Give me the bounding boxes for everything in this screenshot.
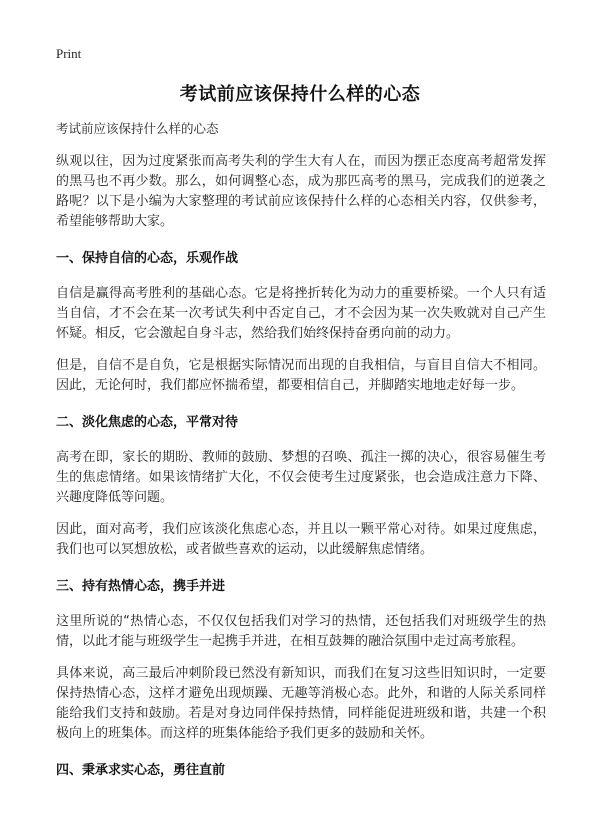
article-body [56, 120, 546, 796]
page-title: 考试前应该保持什么样的心态 [179, 84, 421, 105]
section-heading-1: 一、保持自信的心态，乐观作战 [56, 251, 239, 266]
section-1-paragraph-2: 但是，自信不是自负，它是根据实际情况而出现的自我相信，与盲目自信大不相同。因此，无论何时，我们都应怀揣希望，都要相信自己，并脚踏实地地走好每一步。 [56, 358, 546, 393]
section-heading-2: 二、淡化焦虑的心态，平常对待 [56, 415, 239, 430]
section-heading-3: 三、持有热情心态，携手并进 [56, 579, 226, 594]
section-1-paragraph-1: 自信是赢得高考胜利的基础心态。它是将挫折转化为动力的重要桥梁。一个人只有适当自信，才不会在某一次考试失利中否定自己，才不会因为某一次失败就对自己产生怀疑。相反，它会激起自身斗志，然给我们始终保持奋勇向前的动力。 [56, 286, 546, 341]
section-heading-4: 四、秉承求实心态，勇往直前 [56, 763, 226, 778]
section-2-paragraph-2: 因此，面对高考，我们应该淡化焦虑心态，并且以一颗平常心对待。如果过度焦虑，我们也可以冥想放松，或者做些喜欢的运动，以此缓解焦虑情绪。 [56, 522, 546, 557]
section-2-paragraph-1: 高考在即，家长的期盼、教师的鼓励、梦想的召唤、孤注一掷的决心，很容易催生考生的焦虑情绪。如果该情绪扩大化，不仅会使考生过度紧张，也会造成注意力下降、兴趣度降低等问题。 [56, 450, 546, 505]
section-3-paragraph-2: 具体来说，高三最后冲刺阶段已然没有新知识，而我们在复习这些旧知识时，一定要保持热情心态，这样才避免出现烦躁、无趣等消极心态。此外，和谐的人际关系同样能给我们支持和鼓励。若是对身边同伴保持热情，同样能促进班级和谐，共建一个积极向上的班集体。而这样的班集体能给予我们更多的鼓励和关怀。 [56, 666, 546, 741]
print-link[interactable]: Print [56, 46, 82, 61]
intro-paragraph: 纵观以往，因为过度紧张而高考失利的学生大有人在，而因为摆正态度高考超常发挥的黑马也不再少数。那么，如何调整心态，成为那匹高考的黑马，完成我们的逆袭之路呢？以下是小编为大家整理的考试前应该保持什么样的心态相关内容，仅供参考，希望能够帮助大家。 [56, 154, 546, 229]
section-3-paragraph-1: 这里所说的“热情心态，不仅仅包括我们对学习的热情，还包括我们对班级学生的热情，以此才能与班级学生一起携手并进，在相互鼓舞的融洽氛围中走过高考旅程。 [56, 614, 546, 649]
article-subtitle: 考试前应该保持什么样的心态 [56, 121, 219, 136]
